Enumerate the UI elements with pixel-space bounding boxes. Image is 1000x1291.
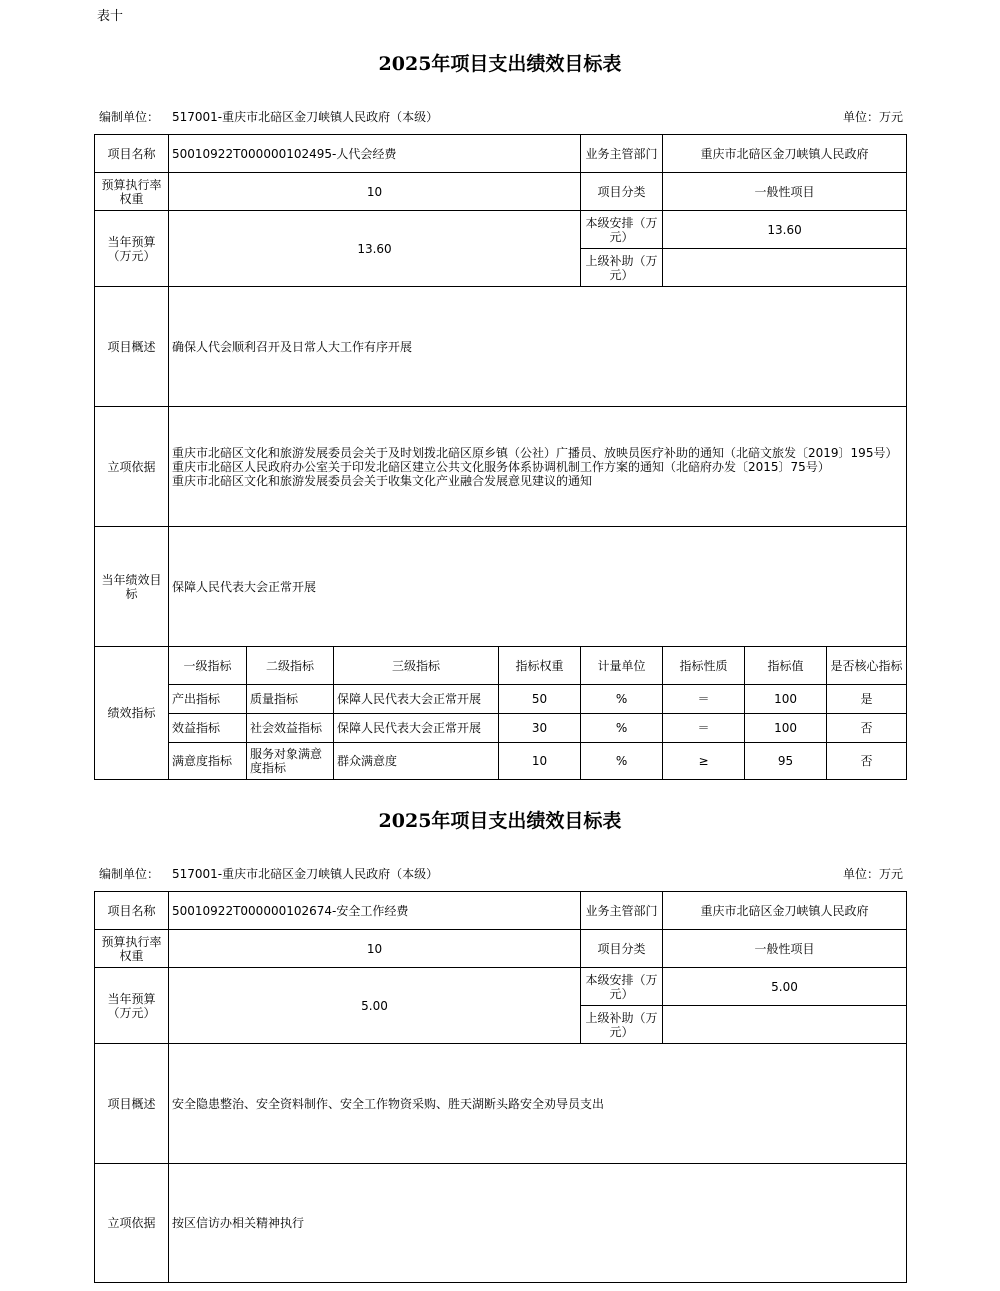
category-value: 一般性项目 (663, 930, 907, 968)
form-2-org-value: 517001-重庆市北碚区金刀峡镇人民政府（本级） (172, 867, 439, 881)
goal-value: 保障人民代表大会正常开展 (169, 527, 907, 647)
exec-weight-value: 10 (169, 173, 581, 211)
project-name-value: 50010922T000000102495-人代会经费 (169, 135, 581, 173)
form-1-org-value: 517001-重庆市北碚区金刀峡镇人民政府（本级） (172, 110, 439, 124)
ind-header-unit: 计量单位 (581, 647, 663, 685)
ind-cell: % (581, 743, 663, 780)
label-local: 本级安排（万元） (581, 211, 663, 249)
table-row (95, 714, 907, 743)
category-value: 一般性项目 (663, 173, 907, 211)
form-1-unit: 单位：万元 (842, 110, 903, 124)
ind-cell: 否 (827, 743, 907, 780)
ind-header-core: 是否核心指标 (827, 647, 907, 685)
ind-cell: 群众满意度 (334, 743, 499, 780)
ind-cell: ＝ (663, 714, 745, 743)
ind-cell: 保障人民代表大会正常开展 (334, 714, 499, 743)
budget-value: 13.60 (169, 211, 581, 287)
form-1-title: 2025年项目支出绩效目标表 (378, 53, 622, 75)
ind-cell: 100 (745, 685, 827, 714)
label-upper: 上级补助（万元） (581, 249, 663, 287)
basis-line: 重庆市北碚区人民政府办公室关于印发北碚区建立公共文化服务体系协调机制工作方案的通知（北碚府办发〔2015〕75号） (172, 459, 830, 474)
local-value: 5.00 (663, 968, 907, 1006)
ind-cell: 社会效益指标 (247, 714, 334, 743)
ind-cell: % (581, 685, 663, 714)
form-2-org-label: 编制单位： (99, 867, 160, 881)
form-2-title: 2025年项目支出绩效目标表 (378, 810, 622, 832)
table-row (95, 743, 907, 780)
basis-value (169, 1164, 907, 1283)
ind-cell: 95 (745, 743, 827, 780)
label-budget: 当年预算（万元） (95, 968, 169, 1044)
exec-weight-value: 10 (169, 930, 581, 968)
label-goal: 当年绩效目标 (95, 527, 169, 647)
label-dept: 业务主管部门 (581, 892, 663, 930)
label-category: 项目分类 (581, 173, 663, 211)
label-exec-weight: 预算执行率权重 (95, 173, 169, 211)
basis-line: 重庆市北碚区文化和旅游发展委员会关于及时划拨北碚区原乡镇（公社）广播员、放映员医疗补助的通知（北碚文旅发〔2019〕195号） (172, 445, 898, 460)
project-name-value: 50010922T000000102674-安全工作经费 (169, 892, 581, 930)
form-2-table (94, 891, 907, 1283)
ind-header-value: 指标值 (745, 647, 827, 685)
ind-cell: 产出指标 (169, 685, 247, 714)
ind-cell: 是 (827, 685, 907, 714)
basis-line: 按区信访办相关精神执行 (172, 1216, 305, 1230)
ind-cell: 服务对象满意度指标 (247, 743, 334, 780)
dept-value: 重庆市北碚区金刀峡镇人民政府 (663, 892, 907, 930)
label-dept: 业务主管部门 (581, 135, 663, 173)
label-indicators: 绩效指标 (95, 647, 169, 780)
label-upper: 上级补助（万元） (581, 1006, 663, 1044)
ind-cell: 10 (499, 743, 581, 780)
overview-value: 安全隐患整治、安全资料制作、安全工作物资采购、胜天湖断头路安全劝导员支出 (169, 1044, 907, 1164)
budget-value: 5.00 (169, 968, 581, 1044)
ind-header-level1: 一级指标 (169, 647, 247, 685)
ind-cell: ＝ (663, 685, 745, 714)
ind-header-weight: 指标权重 (499, 647, 581, 685)
form-1-org-label: 编制单位： (99, 110, 160, 124)
label-project-name: 项目名称 (95, 135, 169, 173)
ind-cell: 满意度指标 (169, 743, 247, 780)
upper-value (663, 249, 907, 287)
basis-value (169, 407, 907, 527)
label-overview: 项目概述 (95, 1044, 169, 1164)
form-2-unit: 单位：万元 (842, 867, 903, 881)
label-budget: 当年预算（万元） (95, 211, 169, 287)
form-1-table (94, 134, 907, 780)
table-row (95, 685, 907, 714)
ind-cell: 30 (499, 714, 581, 743)
ind-cell: 否 (827, 714, 907, 743)
ind-header-level3: 三级指标 (334, 647, 499, 685)
ind-cell: 质量指标 (247, 685, 334, 714)
label-local: 本级安排（万元） (581, 968, 663, 1006)
label-category: 项目分类 (581, 930, 663, 968)
ind-cell: 50 (499, 685, 581, 714)
local-value: 13.60 (663, 211, 907, 249)
label-basis: 立项依据 (95, 1164, 169, 1283)
upper-value (663, 1006, 907, 1044)
basis-line: 重庆市北碚区文化和旅游发展委员会关于收集文化产业融合发展意见建议的通知 (172, 473, 593, 488)
table-number-label: 表十 (97, 9, 124, 24)
label-project-name: 项目名称 (95, 892, 169, 930)
ind-header-nature: 指标性质 (663, 647, 745, 685)
ind-cell: 保障人民代表大会正常开展 (334, 685, 499, 714)
label-basis: 立项依据 (95, 407, 169, 527)
overview-value: 确保人代会顺利召开及日常人大工作有序开展 (169, 287, 907, 407)
label-exec-weight: 预算执行率权重 (95, 930, 169, 968)
ind-header-level2: 二级指标 (247, 647, 334, 685)
label-overview: 项目概述 (95, 287, 169, 407)
ind-cell: 效益指标 (169, 714, 247, 743)
dept-value: 重庆市北碚区金刀峡镇人民政府 (663, 135, 907, 173)
ind-cell: ≥ (663, 743, 745, 780)
ind-cell: % (581, 714, 663, 743)
ind-cell: 100 (745, 714, 827, 743)
